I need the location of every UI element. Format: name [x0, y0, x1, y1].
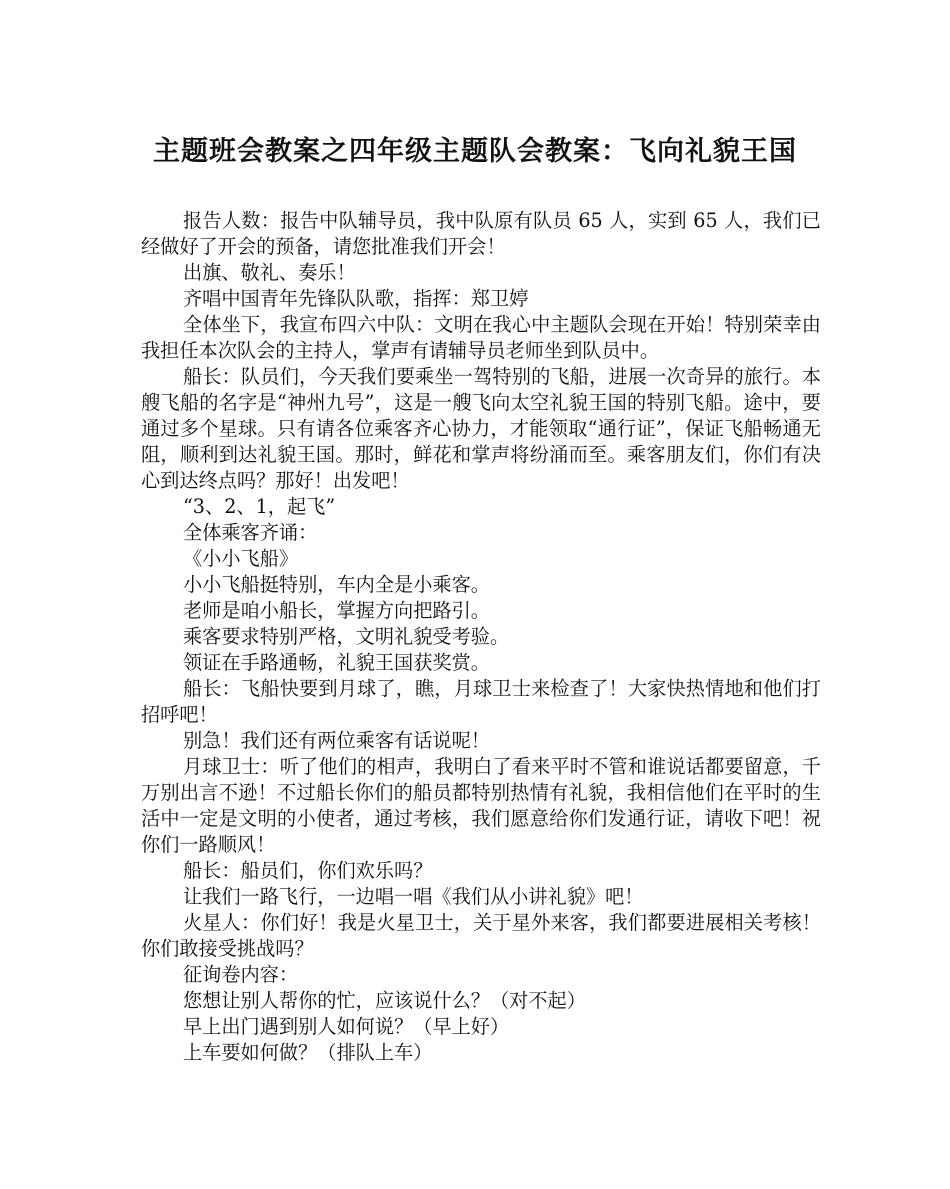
question-line: 早上出门遇到别人如何说？（早上好） [183, 1015, 510, 1038]
document-title: 主题班会教案之四年级主题队会教案：飞向礼貌王国 [153, 136, 797, 167]
paragraph: “3、2、1，起飞” [183, 495, 336, 518]
paragraph: 征询卷内容： [183, 963, 299, 986]
paragraph: 别急！我们还有两位乘客有话说呢！ [183, 729, 490, 752]
question-line: 您想让别人帮你的忙，应该说什么？（对不起） [183, 989, 586, 1012]
paragraph: 全体乘客齐诵： [183, 521, 318, 544]
paragraph: 船长：船员们，你们欢乐吗？ [183, 859, 433, 882]
poem-line: 乘客要求特别严格，文明礼貌受考验。 [183, 625, 510, 648]
paragraph: 船长：队员们，今天我们要乘坐一驾特别的飞船，进展一次奇异的旅行。本艘飞船的名字是“神州九号”，这是一艘飞向太空礼貌王国的特别飞船。途中，要通过多个星球。只有请各位乘客齐心协力，才能领取“通行证”，保证飞船畅通无阻，顺利到达礼貌王国。那时，鲜花和掌声将纷涌而至。乘客朋友们，你们有决心到达终点吗？那好！出发吧！ [141, 365, 821, 492]
paragraph: 火星人：你们好！我是火星卫士，关于星外来客，我们都要进展相关考核！你们敢接受挑战吗？ [141, 911, 821, 960]
paragraph: 让我们一路飞行，一边唱一唱《我们从小讲礼貌》吧！ [183, 885, 644, 908]
poem-line: 老师是咱小船长，掌握方向把路引。 [183, 599, 490, 622]
paragraph: 齐唱中国青年先锋队队歌，指挥：郑卫婷 [183, 287, 529, 310]
paragraph: 报告人数：报告中队辅导员，我中队原有队员 65 人，实到 65 人，我们已经做好了开会的预备，请您批准我们开会！ [141, 209, 821, 258]
paragraph: 出旗、敬礼、奏乐！ [183, 261, 356, 284]
question-line: 上车要如何做？（排队上车） [183, 1041, 433, 1064]
document-body [141, 208, 821, 1066]
paragraph: 船长：飞船快要到月球了，瞧，月球卫士来检查了！大家快热情地和他们打招呼吧！ [141, 677, 821, 726]
paragraph: 全体坐下，我宣布四六中队：文明在我心中主题队会现在开始！特别荣幸由我担任本次队会的主持人，掌声有请辅导员老师坐到队员中。 [141, 313, 821, 362]
paragraph: 月球卫士：听了他们的相声，我明白了看来平时不管和谁说话都要留意，千万别出言不逊！不过船长你们的船员都特别热情有礼貌，我相信他们在平时的生活中一定是文明的小使者，通过考核，我们愿意给你们发通行证，请收下吧！祝你们一路顺风！ [141, 755, 821, 856]
paragraph: 《小小飞船》 [183, 547, 299, 570]
poem-line: 小小飞船挺特别，车内全是小乘客。 [183, 573, 490, 596]
poem-line: 领证在手路通畅，礼貌王国获奖赏。 [183, 651, 490, 674]
